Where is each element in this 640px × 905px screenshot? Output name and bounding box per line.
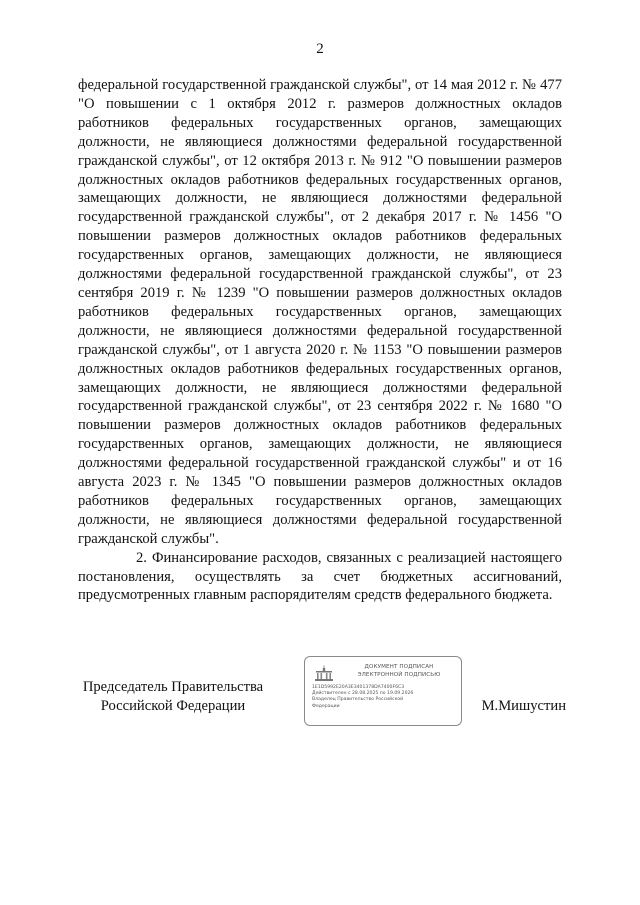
signer-title-line-1: Председатель Правительства: [82, 679, 264, 695]
stamp-owner: Владелец Правительство Российской: [312, 697, 404, 703]
stamp-details: [312, 685, 458, 710]
document-body: [78, 76, 562, 605]
stamp-heading-line-2: ЭЛЕКТРОННОЙ ПОДПИСЬЮ: [357, 671, 441, 678]
government-building-icon: [313, 665, 335, 682]
signer-title-line-2: Российской Федерации: [100, 697, 246, 714]
stamp-validity: Действителен с 28.08.2025 по 19.09.2026: [312, 691, 414, 697]
stamp-owner-continued: Федерации: [312, 703, 340, 709]
stamp-heading-line-1: ДОКУМЕНТ ПОДПИСАН: [364, 664, 434, 670]
signature-block: [78, 656, 566, 736]
electronic-signature-stamp: [304, 656, 462, 726]
signer-title: [78, 678, 268, 716]
paragraph-continuation: федеральной государственной гражданской службы", от 14 мая 2012 г. № 477 "О повышении с 1 октября 2012 г. размеров должностных окладов работников федеральных государственных органов, замещающих должности, не являющиеся должностями федеральной государственной гражданской службы", от 12 октября 2013 г. № 912 "О повышении размеров должностных окладов работников федеральных государственных органов, замещающих должности, не являющиеся должностями федеральной государственной гражданской службы", от 2 декабря 2017 г. № 1456 "О повышении размеров должностных окладов работников федеральных государственных органов, замещающих должности, не являющиеся должностями федеральной государственной гражданской службы", от 23 сентября 2019 г. № 1239 "О повышении размеров должностных окладов работников федеральных государственных органов, замещающих должности, не являющиеся должностями федеральной государственной гражданской службы", от 1 августа 2020 г. № 1153 "О повышении размеров должностных окладов работников федеральных государственных органов, замещающих должности, не являющиеся должностями федеральной государственной гражданской службы", от 23 сентября 2022 г. № 1680 "О повышении размеров должностных окладов работников федеральных государственных органов, замещающих должности, не являющиеся должностями федеральной государственной гражданской службы" и от 16 августа 2023 г. № 1345 "О повышении размеров должностных окладов работников федеральных государственных органов, замещающих должности, не являющиеся должностями федеральной государственной гражданской службы".: [78, 77, 562, 547]
stamp-heading: [343, 664, 455, 679]
page-number: 2: [316, 41, 324, 57]
paragraph-financing: 2. Финансирование расходов, связанных с реализацией настоящего постановления, осуществлять за счет бюджетных ассигнований, предусмотренных главным распорядителям средств федерального бюджета.: [78, 549, 562, 604]
signer-name: М.Мишустин: [481, 698, 566, 714]
stamp-certificate-serial: 1E1D5992E20A3E3401378DA7400F6C3: [312, 685, 405, 690]
